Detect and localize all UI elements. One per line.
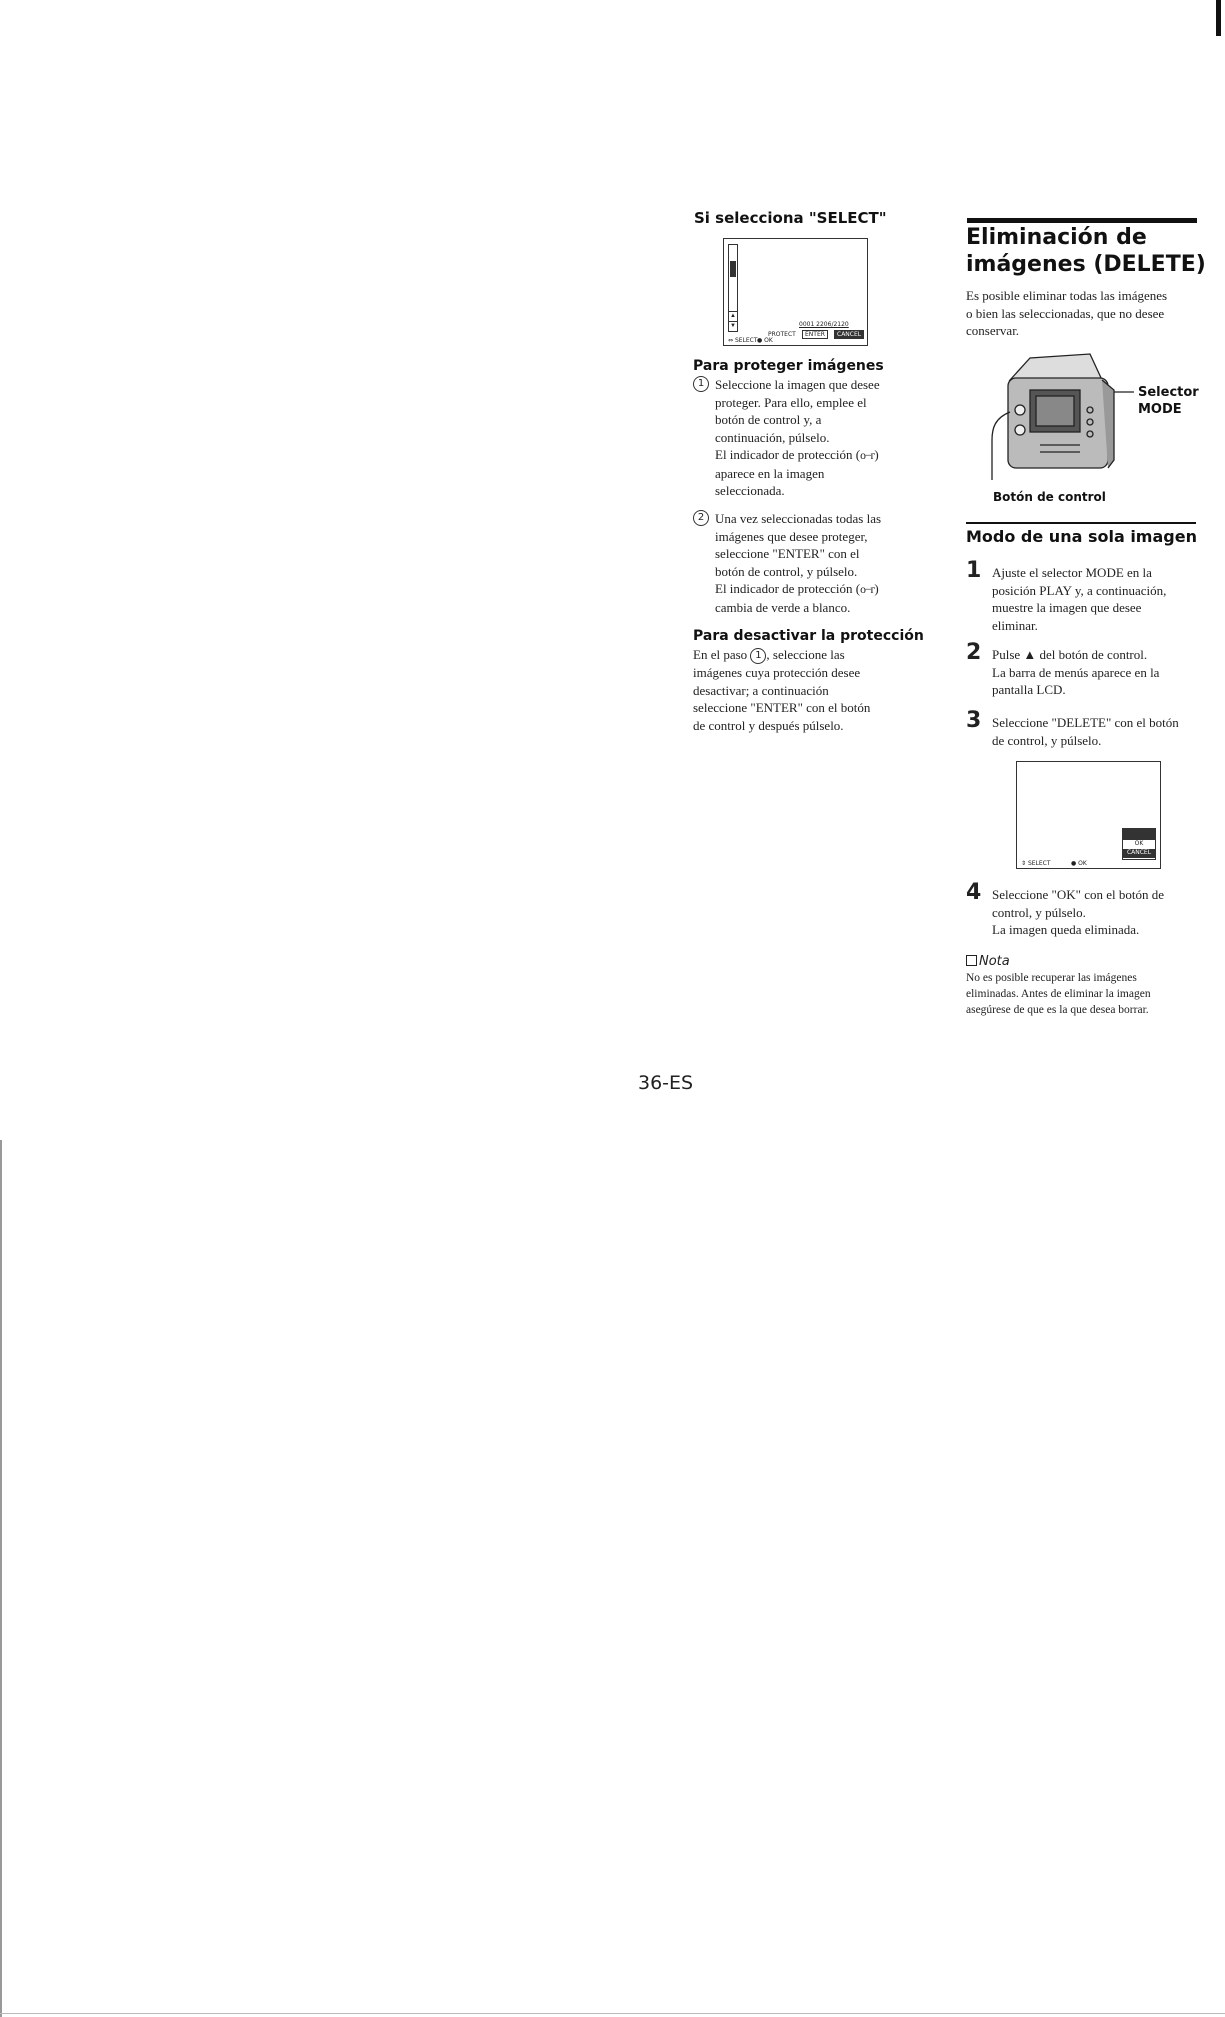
step-number: 2 [966,640,982,665]
lcd-select-hint: ⇕ SELECT [1021,860,1051,867]
delete-step-1: 1 Ajuste el selector MODE en la posición PLAY y, a continuación, muestre la imagen que desee eliminar. [966,558,1167,633]
delete-step-3: 3 Seleccione "DELETE" con el botón de control, y púlselo. [966,708,1179,748]
subsection-rule [966,522,1196,524]
delete-step-2: 2 Pulse ▲ del botón de control. La barra de menús aparece en la pantalla LCD. [966,640,1160,697]
protect-step-2: 2 Una vez seleccionadas todas las imágenes que desee proteger, seleccione "ENTER" con el botón de control, y púlselo. El indicador de protección (o−ᴦ) cambia de verde a blanco. [693,510,933,616]
single-image-mode-title: Modo de una sola imagen [966,527,1197,546]
page-number: 36-ES [638,1072,694,1094]
step-number: 3 [966,708,982,733]
scroll-bar: ▲ ▼ [728,244,738,332]
nota-text: No es posible recuperar las imágenes eliminadas. Antes de eliminar la imagen asegúrese de que es la que desea borrar. [966,972,1151,1016]
lcd-enter-button: ENTER [802,330,828,339]
unprotect-text: En el paso 1 , seleccione las imágenes cuya protección desee desactivar; a continuación seleccione "ENTER" con el botón de control y después púlselo. [693,647,871,733]
circled-number-1: 1 [693,376,709,392]
lcd-ok-option: OK [1123,839,1155,849]
lcd-counter: 0001 2206/2120 [799,321,849,328]
lcd-protect-screen [723,238,868,346]
unprotect-title: Para desactivar la protección [693,628,924,644]
title-rule [967,218,1197,223]
lcd-cancel-option: CANCEL [1123,849,1155,858]
select-heading: Si selecciona "SELECT" [694,209,887,227]
lcd-delete-screen [1016,761,1161,869]
protect-step-1: 1 Seleccione la imagen que desee proteger. Para ello, emplee el botón de control y, a continuación, púlselo. El indicador de protección (o−ᴦ) aparece en la imagen seleccionada. [693,376,933,500]
intro-text: Es posible eliminar todas las imágenes o bien las seleccionadas, que no desee conservar. [966,288,1168,338]
lcd-ok-hint: ● OK [757,337,773,344]
lcd-ok-hint: ● OK [1071,860,1087,867]
circled-number-2: 2 [693,510,709,526]
lcd-select-hint: ⇔ SELECT [728,337,758,344]
scan-mark [1216,0,1221,36]
step-number: 1 [966,558,982,583]
control-button-label: Botón de control [993,490,1106,504]
nota-heading: Nota [966,952,1010,970]
section-title: Eliminación de imágenes (DELETE) [966,225,1206,277]
lcd-cancel-button: CANCEL [834,330,864,339]
step-number: 4 [966,880,982,905]
lcd-protect-label: PROTECT [768,331,796,338]
mode-selector-label: Selector MODE [1138,385,1199,417]
delete-step-4: 4 Seleccione "OK" con el botón de control, y púlselo. La imagen queda eliminada. [966,880,1164,937]
protect-key-icon: o−ᴦ [860,449,875,462]
camera-illustration [990,350,1210,510]
protect-title: Para proteger imágenes [693,358,884,374]
protect-key-icon: o−ᴦ [860,583,875,596]
delete-menu [1122,828,1156,860]
note-icon [966,955,977,966]
scan-edge-bottom [0,2013,1225,2014]
scan-edge [0,1140,2,2017]
